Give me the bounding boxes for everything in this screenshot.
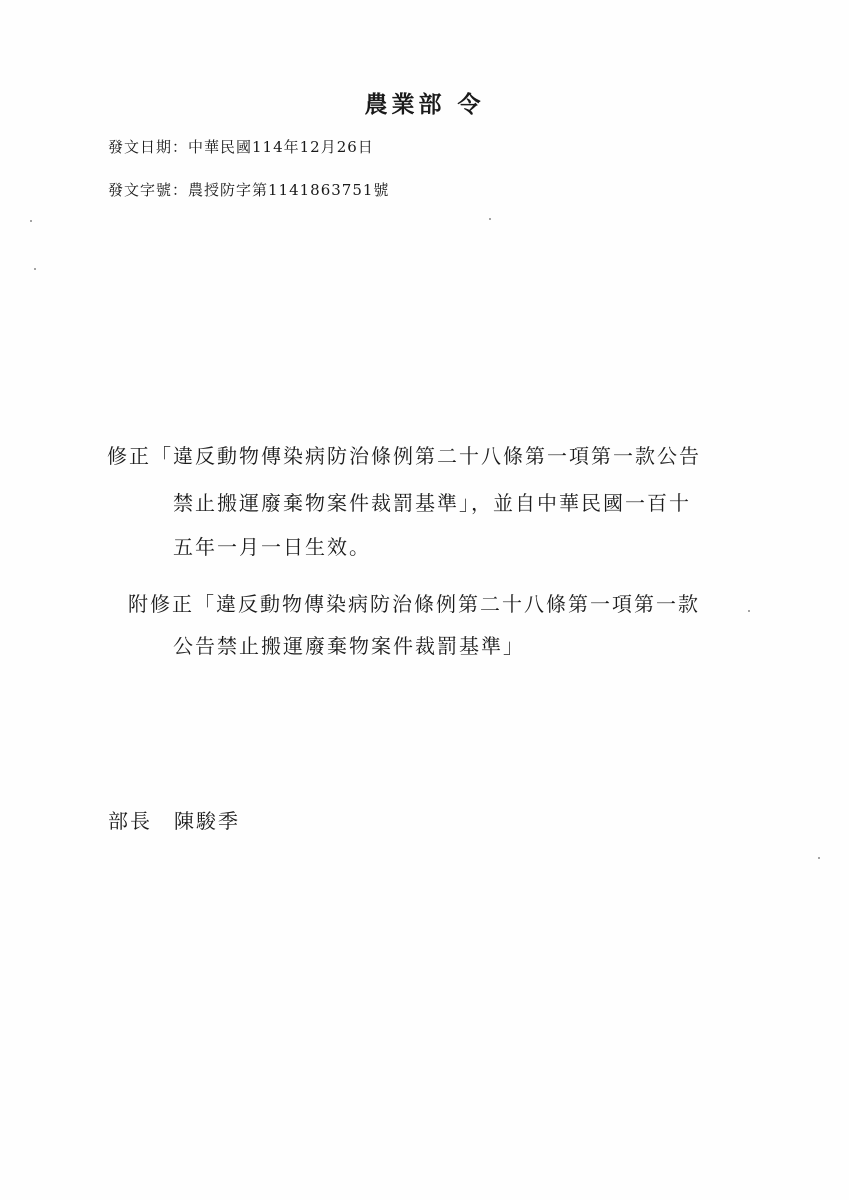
issue-date: 發文日期：中華民國114年12月26日	[108, 138, 374, 156]
signature-block	[108, 805, 240, 834]
scan-speck	[818, 857, 820, 859]
paragraph2-line1: 附修正「違反動物傳染病防治條例第二十八條第一項第一款	[128, 592, 700, 616]
document-title: 農業部 令	[364, 91, 485, 118]
paragraph1-line1: 修正「違反動物傳染病防治條例第二十八條第一項第一款公告	[107, 444, 701, 468]
paragraph1-line3: 五年一月一日生效。	[173, 535, 371, 559]
paragraph1-line2: 禁止搬運廢棄物案件裁罰基準」，並自中華民國一百十	[173, 491, 691, 515]
paragraph2-line2: 公告禁止搬運廢棄物案件裁罰基準」	[173, 634, 525, 658]
signature-role: 部長	[108, 809, 152, 833]
scan-speck	[34, 268, 36, 270]
issue-number: 發文字號：農授防字第1141863751號	[108, 181, 390, 199]
scan-speck	[489, 218, 491, 220]
scan-speck	[748, 610, 750, 612]
signature-name: 陳駿季	[174, 809, 240, 833]
scan-speck	[30, 220, 32, 222]
